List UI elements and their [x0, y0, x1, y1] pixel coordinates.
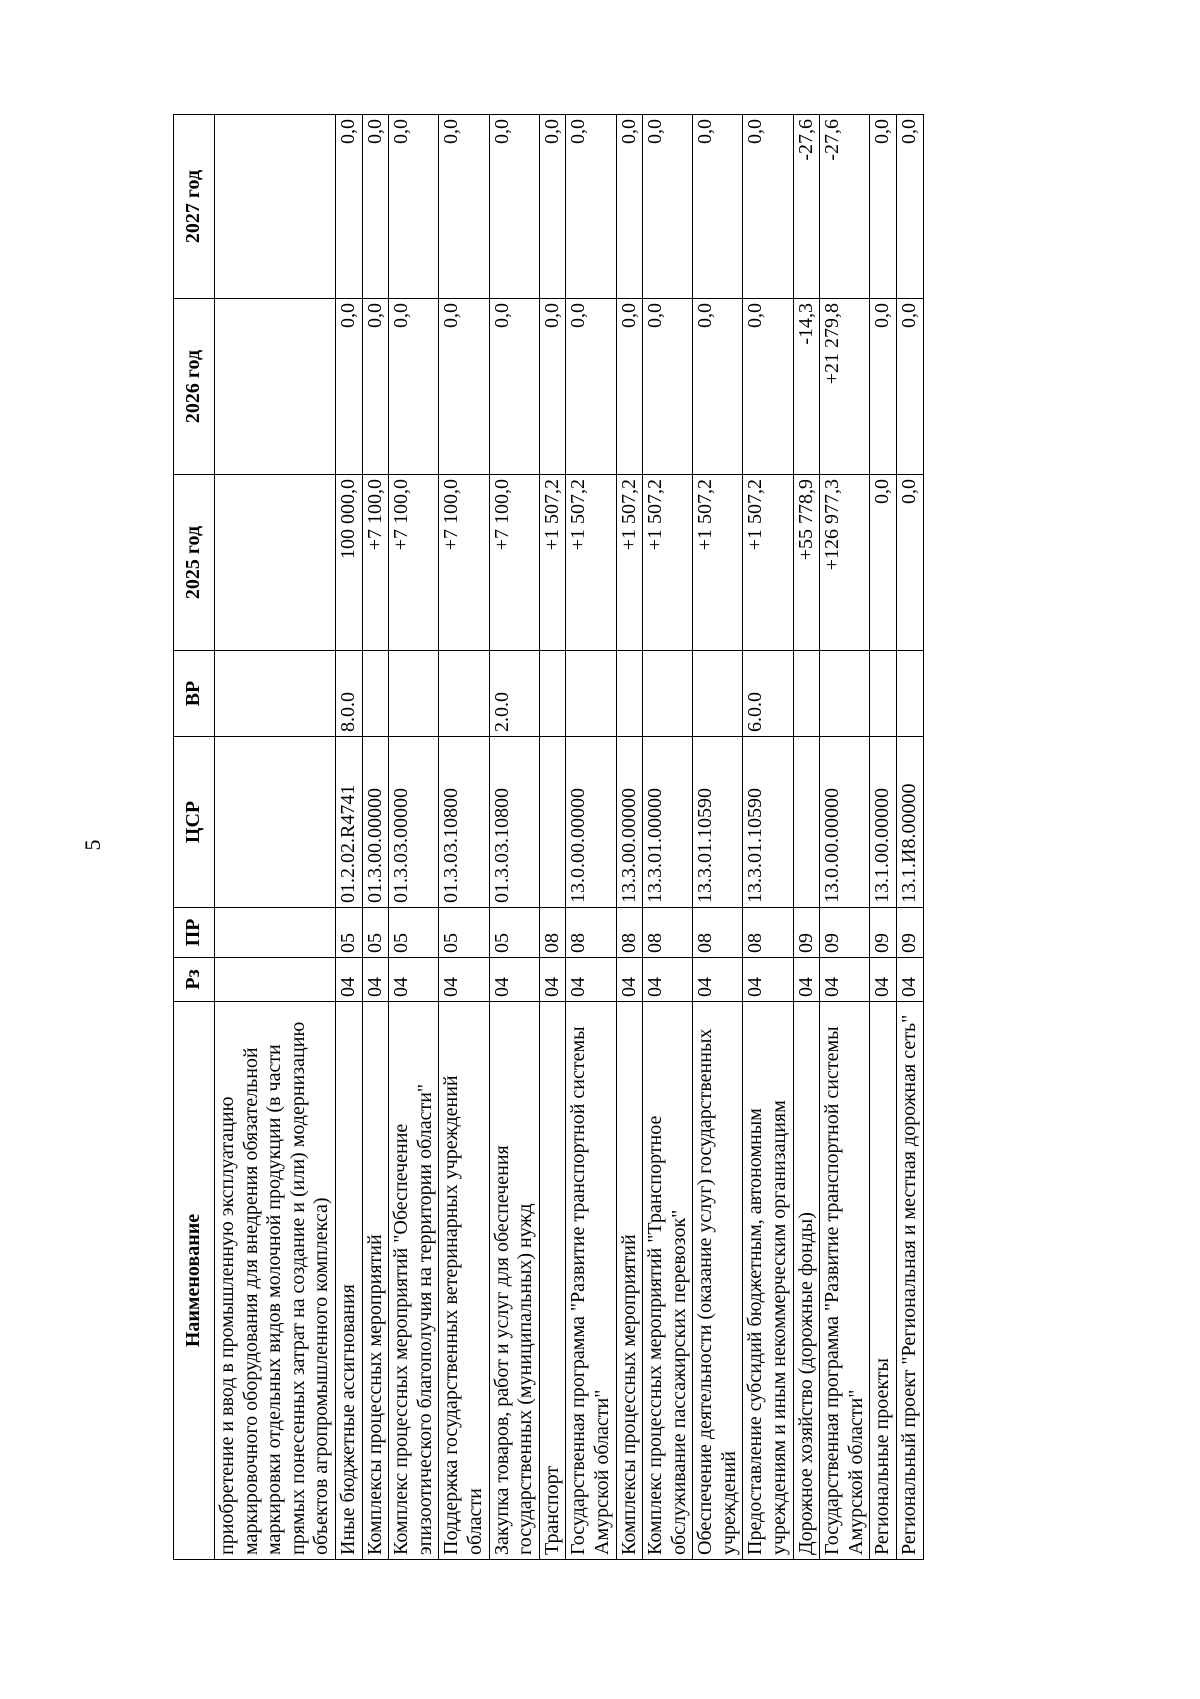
- cell-vr: [820, 651, 870, 737]
- cell-2027: 0,0: [489, 115, 539, 299]
- cell-pr: 08: [566, 908, 616, 958]
- cell-2026: 0,0: [362, 299, 389, 475]
- cell-vr: [215, 651, 336, 737]
- cell-name: Иные бюджетные ассигнования: [335, 1002, 362, 1560]
- col-header-pr: ПР: [174, 908, 215, 958]
- cell-name: Дорожное хозяйство (дорожные фонды): [793, 1002, 820, 1560]
- cell-name: Транспорт: [539, 1002, 566, 1560]
- cell-2025: 0,0: [897, 475, 924, 651]
- cell-2026: 0,0: [439, 299, 489, 475]
- cell-2025: +1 507,2: [566, 475, 616, 651]
- cell-rz: 04: [439, 958, 489, 1002]
- cell-vr: 8.0.0: [335, 651, 362, 737]
- cell-pr: 08: [616, 908, 643, 958]
- cell-pr: 05: [489, 908, 539, 958]
- cell-name: Государственная программа "Развитие транспортной системы Амурской области": [566, 1002, 616, 1560]
- page-number: 5: [80, 839, 105, 851]
- cell-vr: [897, 651, 924, 737]
- cell-csr: [793, 737, 820, 908]
- cell-csr: 13.0.00.00000: [566, 737, 616, 908]
- cell-csr: [539, 737, 566, 908]
- cell-vr: 6.0.0: [743, 651, 793, 737]
- table-row: [362, 115, 389, 1560]
- table-row: [870, 115, 897, 1560]
- budget-table: [173, 114, 924, 1560]
- cell-2026: 0,0: [489, 299, 539, 475]
- cell-2026: [215, 299, 336, 475]
- cell-pr: 08: [693, 908, 743, 958]
- cell-2027: 0,0: [870, 115, 897, 299]
- cell-2026: 0,0: [693, 299, 743, 475]
- table-row: [820, 115, 870, 1560]
- cell-csr: 13.3.00.00000: [616, 737, 643, 908]
- cell-csr: 13.3.01.10590: [693, 737, 743, 908]
- cell-csr: 01.3.03.10800: [439, 737, 489, 908]
- cell-pr: 09: [793, 908, 820, 958]
- cell-csr: [215, 737, 336, 908]
- cell-2025: +1 507,2: [643, 475, 693, 651]
- cell-2025: 0,0: [870, 475, 897, 651]
- cell-name: Обеспечение деятельности (оказание услуг) государственных учреждений: [693, 1002, 743, 1560]
- cell-name: Поддержка государственных ветеринарных учреждений области: [439, 1002, 489, 1560]
- cell-2027: 0,0: [897, 115, 924, 299]
- cell-rz: 04: [870, 958, 897, 1002]
- cell-2026: 0,0: [643, 299, 693, 475]
- col-header-2026: 2026 год: [174, 299, 215, 475]
- cell-2026: 0,0: [539, 299, 566, 475]
- table-row: [439, 115, 489, 1560]
- cell-name: Региональный проект "Региональная и местная дорожная сеть": [897, 1002, 924, 1560]
- cell-2025: +55 778,9: [793, 475, 820, 651]
- table-row: [539, 115, 566, 1560]
- cell-rz: 04: [793, 958, 820, 1002]
- cell-pr: [215, 908, 336, 958]
- cell-vr: [539, 651, 566, 737]
- cell-2027: 0,0: [566, 115, 616, 299]
- cell-2027: [215, 115, 336, 299]
- cell-csr: 13.3.01.00000: [643, 737, 693, 908]
- cell-vr: [362, 651, 389, 737]
- cell-pr: 08: [539, 908, 566, 958]
- cell-pr: 05: [362, 908, 389, 958]
- table-row: [693, 115, 743, 1560]
- table-row: [215, 115, 336, 1560]
- table-header-row: [174, 115, 215, 1560]
- cell-2026: 0,0: [616, 299, 643, 475]
- cell-rz: 04: [897, 958, 924, 1002]
- cell-2025: [215, 475, 336, 651]
- cell-2027: 0,0: [693, 115, 743, 299]
- cell-2026: 0,0: [335, 299, 362, 475]
- cell-name: Региональные проекты: [870, 1002, 897, 1560]
- cell-2026: 0,0: [743, 299, 793, 475]
- col-header-rz: Рз: [174, 958, 215, 1002]
- cell-2025: +1 507,2: [539, 475, 566, 651]
- cell-2025: +1 507,2: [693, 475, 743, 651]
- cell-2027: 0,0: [362, 115, 389, 299]
- cell-vr: [693, 651, 743, 737]
- cell-rz: 04: [820, 958, 870, 1002]
- cell-csr: 01.3.03.10800: [489, 737, 539, 908]
- cell-2027: 0,0: [616, 115, 643, 299]
- col-header-2025: 2025 год: [174, 475, 215, 651]
- table-row: [897, 115, 924, 1560]
- cell-2026: 0,0: [566, 299, 616, 475]
- cell-name: Комплекс процессных мероприятий "Обеспечение эпизоотического благополучия на территории области": [389, 1002, 439, 1560]
- cell-2027: 0,0: [439, 115, 489, 299]
- cell-rz: 04: [389, 958, 439, 1002]
- table-row: [743, 115, 793, 1560]
- cell-csr: 01.2.02.R4741: [335, 737, 362, 908]
- cell-rz: 04: [566, 958, 616, 1002]
- cell-vr: [389, 651, 439, 737]
- table-row: [643, 115, 693, 1560]
- cell-rz: 04: [616, 958, 643, 1002]
- cell-2025: 100 000,0: [335, 475, 362, 651]
- cell-2025: +126 977,3: [820, 475, 870, 651]
- cell-name: Комплексы процессных мероприятий: [616, 1002, 643, 1560]
- cell-2026: 0,0: [389, 299, 439, 475]
- cell-csr: 13.1.00.00000: [870, 737, 897, 908]
- cell-vr: [566, 651, 616, 737]
- rotated-table-container: [173, 115, 1063, 1560]
- cell-csr: 01.3.00.00000: [362, 737, 389, 908]
- col-header-csr: ЦСР: [174, 737, 215, 908]
- table-row: [389, 115, 439, 1560]
- cell-2027: 0,0: [743, 115, 793, 299]
- cell-2027: 0,0: [539, 115, 566, 299]
- cell-csr: 13.0.00.00000: [820, 737, 870, 908]
- cell-pr: 05: [389, 908, 439, 958]
- col-header-name: Наименование: [174, 1002, 215, 1560]
- table-body: [215, 115, 924, 1560]
- cell-rz: 04: [539, 958, 566, 1002]
- cell-vr: [793, 651, 820, 737]
- cell-name: Комплекс процессных мероприятий "Транспортное обслуживание пассажирских перевозок": [643, 1002, 693, 1560]
- cell-rz: 04: [362, 958, 389, 1002]
- cell-2027: -27,6: [793, 115, 820, 299]
- cell-2025: +1 507,2: [743, 475, 793, 651]
- cell-csr: 13.1.И8.00000: [897, 737, 924, 908]
- cell-pr: 09: [870, 908, 897, 958]
- col-header-2027: 2027 год: [174, 115, 215, 299]
- table-row: [566, 115, 616, 1560]
- cell-2025: +7 100,0: [362, 475, 389, 651]
- cell-2027: 0,0: [643, 115, 693, 299]
- table-row: [489, 115, 539, 1560]
- cell-rz: 04: [693, 958, 743, 1002]
- cell-rz: 04: [643, 958, 693, 1002]
- cell-vr: [643, 651, 693, 737]
- cell-pr: 08: [743, 908, 793, 958]
- cell-2027: -27,6: [820, 115, 870, 299]
- cell-2025: +7 100,0: [489, 475, 539, 651]
- cell-2026: 0,0: [870, 299, 897, 475]
- cell-name: Государственная программа "Развитие транспортной системы Амурской области": [820, 1002, 870, 1560]
- cell-rz: 04: [335, 958, 362, 1002]
- cell-csr: 01.3.03.00000: [389, 737, 439, 908]
- cell-rz: [215, 958, 336, 1002]
- cell-vr: [439, 651, 489, 737]
- col-header-vr: ВР: [174, 651, 215, 737]
- cell-vr: 2.0.0: [489, 651, 539, 737]
- cell-name: приобретение и ввод в промышленную эксплуатацию маркировочного оборудования для внедрения обязательной маркировки отдельных видов молочной продукции (в части прямых понесенных затрат на создание и (или) модернизацию объектов агропромышленного комплекса): [215, 1002, 336, 1560]
- cell-pr: 09: [897, 908, 924, 958]
- cell-2025: +7 100,0: [439, 475, 489, 651]
- cell-name: Закупка товаров, работ и услуг для обеспечения государственных (муниципальных) нужд: [489, 1002, 539, 1560]
- cell-vr: [870, 651, 897, 737]
- cell-2025: +7 100,0: [389, 475, 439, 651]
- cell-pr: 05: [439, 908, 489, 958]
- table-row: [335, 115, 362, 1560]
- cell-name: Комплексы процессных мероприятий: [362, 1002, 389, 1560]
- cell-2027: 0,0: [389, 115, 439, 299]
- cell-csr: 13.3.01.10590: [743, 737, 793, 908]
- cell-pr: 09: [820, 908, 870, 958]
- cell-pr: 05: [335, 908, 362, 958]
- cell-2025: +1 507,2: [616, 475, 643, 651]
- cell-rz: 04: [489, 958, 539, 1002]
- cell-2026: +21 279,8: [820, 299, 870, 475]
- cell-2026: 0,0: [897, 299, 924, 475]
- table-row: [793, 115, 820, 1560]
- cell-vr: [616, 651, 643, 737]
- cell-2027: 0,0: [335, 115, 362, 299]
- cell-2026: -14,3: [793, 299, 820, 475]
- cell-pr: 08: [643, 908, 693, 958]
- cell-rz: 04: [743, 958, 793, 1002]
- cell-name: Предоставление субсидий бюджетным, автономным учреждениям и иным некоммерческим организациям: [743, 1002, 793, 1560]
- table-row: [616, 115, 643, 1560]
